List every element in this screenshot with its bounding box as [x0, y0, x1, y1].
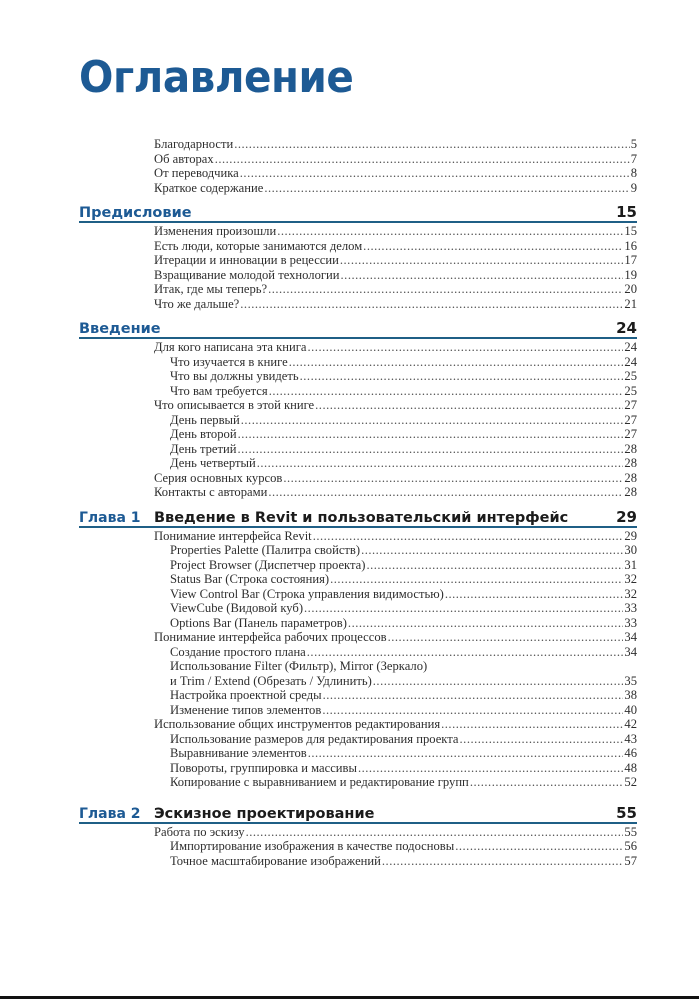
leader-dots [441, 717, 623, 732]
toc-entry[interactable]: Краткое содержание ..... 9 [154, 181, 637, 196]
leader-dots [388, 630, 624, 645]
page-number: 33 [624, 615, 637, 630]
toc-entry[interactable]: Благодарности ..... 5 [154, 137, 637, 152]
leader-dots [240, 297, 623, 312]
leader-dots [366, 558, 623, 573]
leader-dots [268, 282, 623, 297]
page-number: 5 [630, 137, 637, 151]
toc-entry[interactable]: Что описывается в этой книге ..... 27 [154, 398, 637, 413]
leader-dots [246, 825, 624, 840]
toc-subentry[interactable]: ViewCube (Видовой куб) ..... 33 [154, 601, 637, 616]
toc-subentry[interactable]: Изменение типов элементов ..... 40 [154, 703, 637, 718]
table-of-contents [79, 137, 637, 868]
section-header[interactable] [79, 319, 637, 339]
section-introduction [79, 319, 637, 500]
toc-subentry[interactable]: Создание простого плана ..... 34 [154, 645, 637, 660]
page-number: 48 [624, 760, 637, 775]
section-page: 55 [616, 803, 637, 822]
page-number: 27 [624, 412, 637, 427]
leader-dots [348, 616, 623, 631]
page-number: 24 [624, 340, 637, 354]
leader-dots [300, 369, 624, 384]
leader-dots [234, 137, 630, 152]
toc-subentry[interactable]: Что вы должны увидеть ..... 25 [154, 369, 637, 384]
leader-dots [470, 775, 624, 790]
toc-subentry[interactable]: Options Bar (Панель параметров) ..... 33 [154, 616, 637, 631]
toc-entry[interactable]: Использование общих инструментов редактирования ..... 42 [154, 717, 637, 732]
chapter-number: Глава 1 [79, 509, 141, 526]
page-number: 24 [624, 354, 637, 369]
toc-subentry[interactable]: Что вам требуется ..... 25 [154, 384, 637, 399]
page-number: 56 [624, 839, 637, 853]
page-number: 8 [630, 166, 637, 180]
section-title: Введение [79, 321, 161, 337]
page-number: 25 [624, 369, 637, 383]
leader-dots [277, 224, 623, 239]
toc-entry[interactable]: Итерации и инновации в рецессии ..... 17 [154, 253, 637, 268]
page-number: 15 [624, 224, 637, 238]
toc-subentry[interactable]: Использование размеров для редактирования проекта ..... 43 [154, 732, 637, 747]
leader-dots [308, 340, 624, 355]
toc-entry[interactable]: Контакты с авторами ..... 28 [154, 485, 637, 500]
page-number: 17 [624, 253, 637, 267]
leader-dots [240, 166, 630, 181]
page-number: 19 [624, 267, 637, 282]
page-number: 57 [624, 853, 637, 868]
page-number: 43 [624, 731, 637, 746]
page-number: 34 [624, 630, 637, 644]
section-page: 15 [616, 203, 637, 221]
toc-subentry[interactable]: Копирование с выравниванием и редактирование групп ..... 52 [154, 775, 637, 790]
leader-dots [361, 543, 623, 558]
toc-entry[interactable]: Изменения произошли ..... 15 [154, 224, 637, 239]
leader-dots [373, 674, 624, 689]
page-number: 31 [624, 557, 637, 572]
toc-subentry[interactable]: День второй ..... 27 [154, 427, 637, 442]
section-title: Введение в Revit и пользовательский интерфейс [154, 509, 569, 526]
section-page: 24 [616, 319, 637, 337]
toc-subentry[interactable]: Точное масштабирование изображений ..... 57 [154, 854, 637, 869]
leader-dots [238, 442, 624, 457]
front-matter-list [79, 137, 637, 195]
toc-subentry[interactable]: Properties Palette (Палитра свойств) ..... 30 [154, 543, 637, 558]
page-number: 32 [624, 586, 637, 601]
chapter-number: Глава 2 [79, 805, 141, 822]
toc-subentry[interactable]: Настройка проектной среды ..... 38 [154, 688, 637, 703]
toc-subentry[interactable]: Выравнивание элементов ..... 46 [154, 746, 637, 761]
leader-dots [289, 355, 624, 370]
toc-entry[interactable]: Об авторах ..... 7 [154, 152, 637, 167]
toc-entry[interactable]: Итак, где мы теперь? ..... 20 [154, 282, 637, 297]
toc-entry[interactable]: Серия основных курсов ..... 28 [154, 471, 637, 486]
toc-entry[interactable]: Понимание интерфейса рабочих процессов ..... 34 [154, 630, 637, 645]
page-number: 55 [624, 824, 637, 839]
leader-dots [268, 485, 623, 500]
leader-dots [308, 746, 624, 761]
leader-dots [382, 854, 624, 869]
section-chapter-2 [79, 804, 637, 869]
toc-subentry[interactable]: День третий ..... 28 [154, 442, 637, 457]
page-number: 7 [630, 151, 637, 166]
leader-dots [215, 152, 630, 167]
leader-dots [313, 529, 624, 544]
toc-entry[interactable]: Есть люди, которые занимаются делом ..... 16 [154, 239, 637, 254]
leader-dots [358, 761, 623, 776]
page-number: 28 [624, 470, 637, 485]
page-number: 28 [624, 456, 637, 470]
page-number: 52 [624, 775, 637, 789]
leader-dots [460, 732, 624, 747]
page-number: 30 [624, 543, 637, 557]
toc-entry[interactable]: Взращивание молодой технологии ..... 19 [154, 268, 637, 283]
toc-entry[interactable]: От переводчика ..... 8 [154, 166, 637, 181]
page-number: 20 [624, 282, 637, 296]
toc-subentry-continuation[interactable]: и Trim / Extend (Обрезать / Удлинить) ..... 35 [154, 674, 637, 689]
page-number: 42 [624, 717, 637, 731]
leader-dots [341, 268, 624, 283]
page-number: 35 [624, 673, 637, 688]
leader-dots [269, 384, 624, 399]
page-number: 27 [624, 398, 637, 412]
leader-dots [283, 471, 623, 486]
toc-entry[interactable]: Работа по эскизу ..... 55 [154, 825, 637, 840]
page-number: 28 [624, 441, 637, 456]
toc-entry[interactable]: Для кого написана эта книга ..... 24 [154, 340, 637, 355]
leader-dots [264, 181, 629, 196]
section-header[interactable] [79, 804, 637, 824]
page-number: 33 [624, 601, 637, 615]
section-title: Предисловие [79, 205, 192, 221]
leader-dots [363, 239, 623, 254]
page-title: Оглавление [79, 52, 354, 103]
leader-dots [241, 413, 624, 428]
page-number: 38 [624, 688, 637, 702]
page-number: 16 [624, 238, 637, 253]
toc-entry[interactable]: Что же дальше? ..... 21 [154, 297, 637, 312]
leader-dots [304, 601, 623, 616]
section-header[interactable] [79, 203, 637, 223]
section-preface [79, 203, 637, 311]
section-chapter-1 [79, 508, 637, 790]
page-number: 25 [624, 383, 637, 398]
page-number: 46 [624, 746, 637, 760]
leader-dots [315, 398, 623, 413]
toc-subentry[interactable]: Использование Filter (Фильтр), Mirror (Зеркало) [170, 659, 428, 673]
section-title: Эскизное проектирование [154, 805, 375, 822]
page-number: 40 [624, 702, 637, 717]
leader-dots [330, 572, 623, 587]
leader-dots [455, 839, 623, 854]
toc-subentry[interactable]: Status Bar (Строка состояния) ..... 32 [154, 572, 637, 587]
toc-subentry[interactable]: Project Browser (Диспетчер проекта) ..... 31 [154, 558, 637, 573]
page-number: 29 [624, 528, 637, 543]
toc-subentry[interactable]: День четвертый ..... 28 [154, 456, 637, 471]
leader-dots [307, 645, 624, 660]
leader-dots [322, 703, 623, 718]
toc-subentry[interactable]: Повороты, группировка и массивы ..... 48 [154, 761, 637, 776]
section-page: 29 [616, 507, 637, 526]
toc-subentry[interactable]: View Control Bar (Строка управления видимостью) ..... 32 [154, 587, 637, 602]
leader-dots [323, 688, 624, 703]
toc-subentry[interactable]: Что изучается в книге ..... 24 [154, 355, 637, 370]
toc-subentry[interactable]: День первый ..... 27 [154, 413, 637, 428]
page-number: 21 [624, 296, 637, 311]
leader-dots [238, 427, 624, 442]
toc-entry[interactable]: Понимание интерфейса Revit ..... 29 [154, 529, 637, 544]
leader-dots [257, 456, 624, 471]
page-number: 28 [624, 485, 637, 499]
section-header[interactable] [79, 508, 637, 528]
page-number: 32 [624, 572, 637, 586]
page-number: 34 [624, 644, 637, 659]
page-number: 27 [624, 427, 637, 441]
leader-dots [445, 587, 624, 602]
leader-dots [340, 253, 624, 268]
page-number: 9 [630, 180, 637, 195]
toc-subentry[interactable]: Импортирование изображения в качестве подосновы ..... 56 [154, 839, 637, 854]
